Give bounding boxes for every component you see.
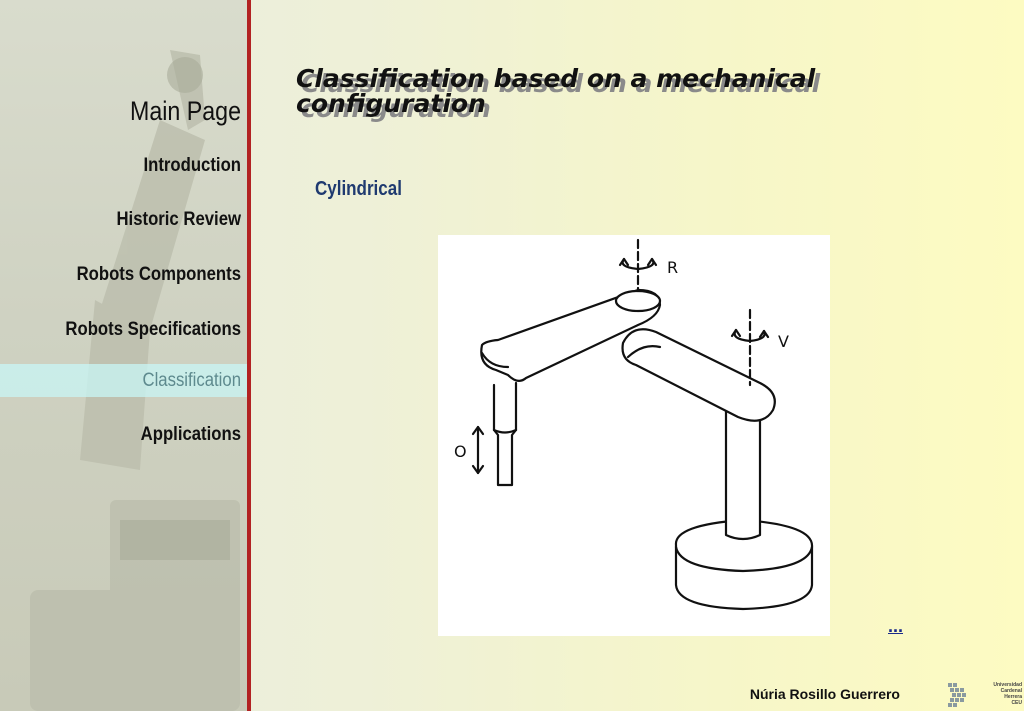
rotation-label-v: V xyxy=(778,332,789,351)
cylindrical-robot-diagram xyxy=(438,235,830,636)
nav-item-robots-specifications[interactable]: Robots Specifications xyxy=(65,319,241,340)
university-logo xyxy=(948,681,1024,711)
university-logo-icon xyxy=(948,683,970,707)
nav-item-introduction[interactable]: Introduction xyxy=(143,155,241,176)
author-name: Núria Rosillo Guerrero xyxy=(749,686,900,702)
nav-item-robots-components[interactable]: Robots Components xyxy=(76,264,241,285)
next-page-link[interactable]: ... xyxy=(888,616,904,636)
nav-item-applications[interactable]: Applications xyxy=(140,424,241,445)
slide-title: Classification based on a mechanical configuration xyxy=(296,64,816,118)
robot-diagram-svg xyxy=(438,235,830,636)
sidebar xyxy=(0,0,247,711)
nav-main-page-link[interactable]: Main Page xyxy=(129,96,241,126)
vertical-label-o: O xyxy=(454,442,467,461)
sidebar-divider xyxy=(247,0,251,711)
section-subtitle: Cylindrical xyxy=(315,178,402,200)
university-logo-text: Universidad Cardenal Herrera CEU xyxy=(993,682,1022,706)
nav-item-classification[interactable]: Classification xyxy=(142,370,241,391)
rotation-label-r: R xyxy=(667,258,679,277)
nav-item-historic-review[interactable]: Historic Review xyxy=(116,209,241,230)
